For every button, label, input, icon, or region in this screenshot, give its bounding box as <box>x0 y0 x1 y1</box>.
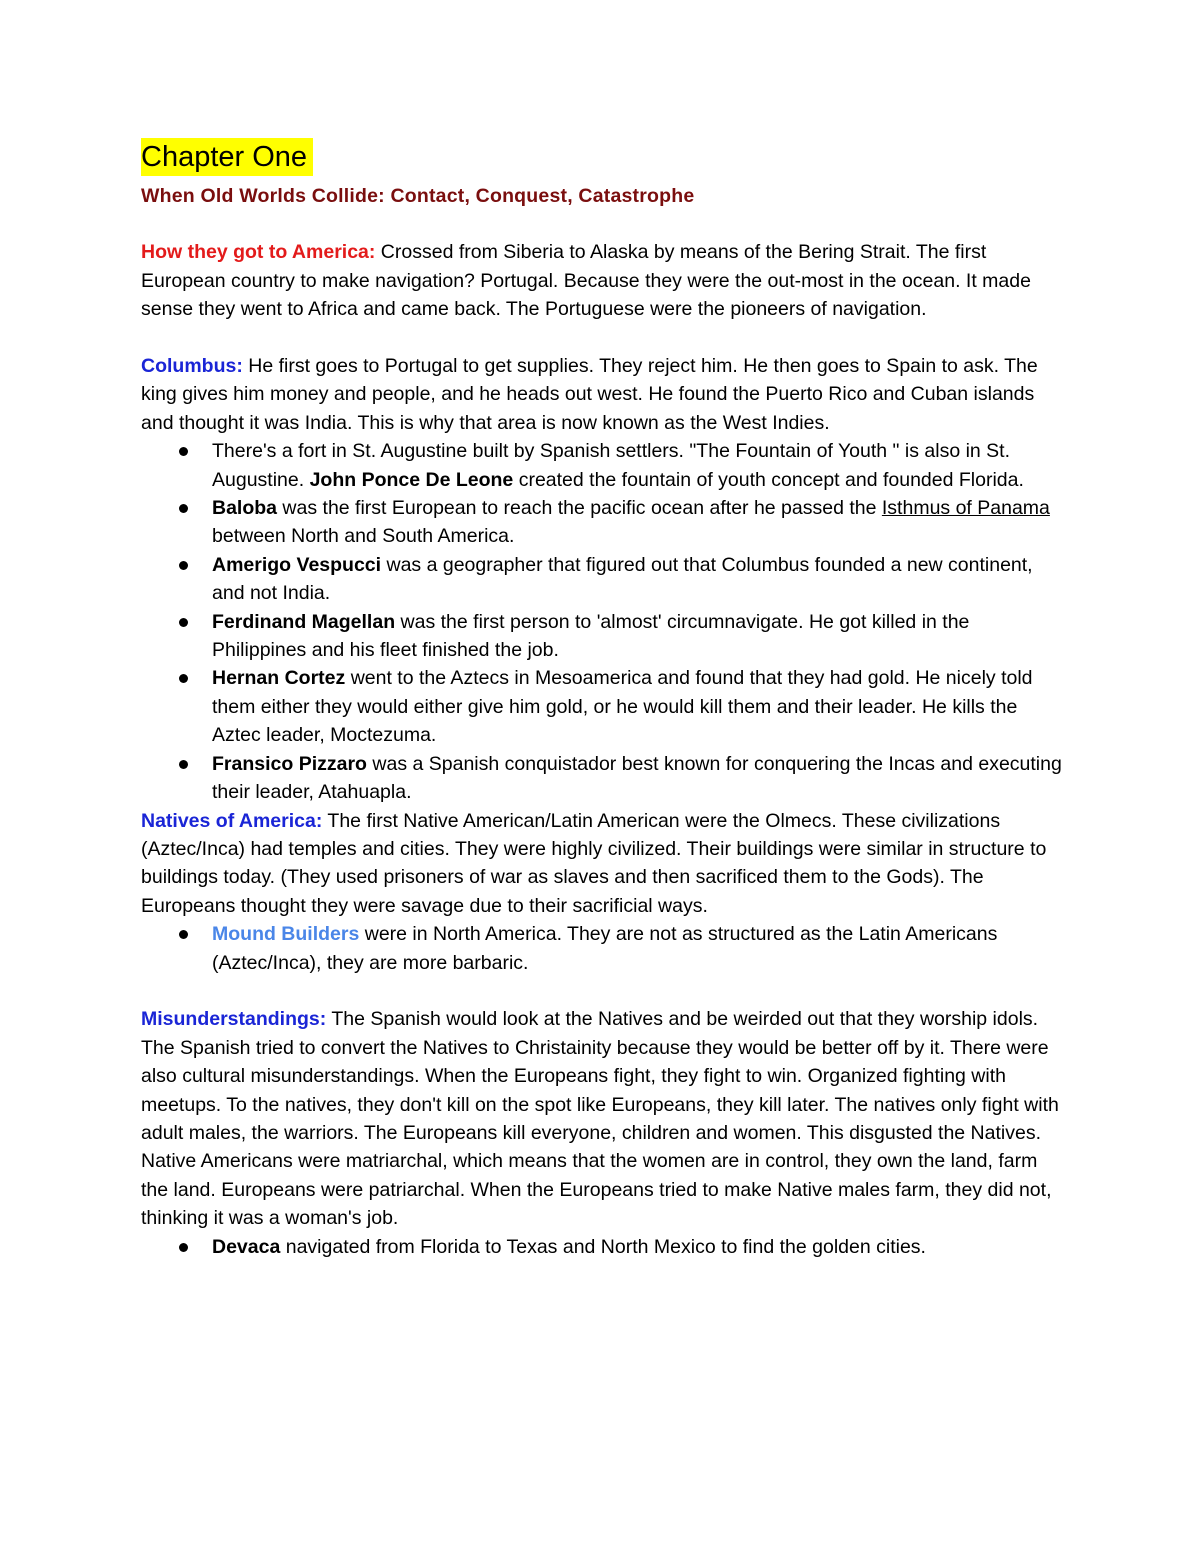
bullet-name: Ferdinand Magellan <box>212 610 396 633</box>
list-item <box>212 608 1066 665</box>
paragraph-america <box>141 238 1066 323</box>
bullet-text: went to the Aztecs in Mesoamerica and found that they had gold. He nicely told them either they would either give him gold, or he would kill them and their leader. He kills the Aztec leader, Moctezuma. <box>212 667 1033 747</box>
misunderstandings-bullet-list <box>141 1233 1066 1261</box>
text-natives: The first Native American/Latin American were the Olmecs. These civilizations (Aztec/Inca) had temples and cities. They were highly civilized. Their buildings were similar in structure to buildings today. (They used prisoners of war as slaves and then sacrificed them to the Gods). The Europeans thought they were savage due to their sacrificial ways. <box>141 809 1047 917</box>
spacer <box>141 324 1066 352</box>
paragraph-misunderstandings <box>141 1005 1066 1232</box>
text-misunderstandings: The Spanish would look at the Natives and be weirded out that they worship idols. The Spanish tried to convert the Natives to Christainity because they would be better off by it. There were also cultural misunderstandings. When the Europeans fight, they fight to win. Organized fighting with meetups. To the natives, they don't kill on the spot like Europeans, they kill later. The natives only fight with adult males, the warriors. The Europeans kill everyone, children and women. This disgusted the Natives. Native Americans were matriarchal, which means that the women are in control, they own the land, farm the land. Europeans were patriarchal. When the Europeans tried to make Native males farm, they did not, thinking it was a woman's job. <box>141 1008 1059 1230</box>
natives-bullet-list <box>141 920 1066 977</box>
list-item <box>212 494 1066 551</box>
bullet-dot-icon <box>179 447 188 456</box>
document-page <box>141 138 1066 1261</box>
bullet-name: Amerigo Vespucci <box>212 553 382 576</box>
page-subtitle: When Old Worlds Collide: Contact, Conquest, Catastrophe <box>141 185 695 207</box>
text-columbus: He first goes to Portugal to get supplies. They reject him. He then goes to Spain to ask. The king gives him money and people, and he heads out west. He found the Puerto Rico and Cuban islands and thought it was India. This is why that area is now known as the West Indies. <box>141 355 1038 434</box>
list-item <box>212 664 1066 749</box>
heading-misunderstandings: Misunderstandings: <box>141 1008 327 1031</box>
heading-natives: Natives of America: <box>141 809 323 832</box>
bullet-text: was the first European to reach the pacific ocean after he passed the <box>277 497 882 520</box>
list-item <box>212 1233 1066 1261</box>
bullet-text: between North and South America. <box>212 525 515 548</box>
bullet-name: Fransico Pizzaro <box>212 752 367 775</box>
paragraph-natives <box>141 807 1066 921</box>
bullet-name: Baloba <box>212 497 278 520</box>
bullet-dot-icon <box>179 760 188 769</box>
page-title: Chapter One <box>141 138 313 176</box>
bullet-dot-icon <box>179 561 188 570</box>
bullet-text: navigated from Florida to Texas and North Mexico to find the golden cities. <box>280 1235 926 1258</box>
bullet-dot-icon <box>179 1243 188 1252</box>
heading-columbus: Columbus: <box>141 355 243 377</box>
bullet-dot-icon <box>179 618 188 627</box>
list-item <box>212 551 1066 608</box>
bullet-name: Devaca <box>212 1235 281 1258</box>
bullet-name: Mound Builders <box>212 923 360 946</box>
columbus-bullet-list <box>141 437 1066 806</box>
list-item <box>212 750 1066 807</box>
bullet-text: created the fountain of youth concept and founded Florida. <box>513 468 1024 491</box>
spacer <box>141 210 1066 238</box>
bullet-dot-icon <box>179 674 188 683</box>
bullet-dot-icon <box>179 504 188 513</box>
bullet-dot-icon <box>179 930 188 939</box>
bullet-text: was a geographer that figured out that Columbus founded a new continent, and not India. <box>212 553 1033 605</box>
list-item <box>212 920 1066 977</box>
heading-america: How they got to America: <box>141 241 376 264</box>
paragraph-columbus <box>141 352 1066 437</box>
spacer <box>141 977 1066 1005</box>
underlined-term: Isthmus of Panama <box>881 497 1050 520</box>
bullet-text: was the first person to 'almost' circumnavigate. He got killed in the Philippines and his fleet finished the job. <box>212 610 970 662</box>
bullet-text: There's a fort in St. Augustine built by Spanish settlers. "The Fountain of Youth " is also in St. Augustine. <box>212 440 1011 491</box>
list-item <box>212 437 1066 494</box>
bullet-text: was a Spanish conquistador best known for conquering the Incas and executing their leader, Atahuapla. <box>212 752 1062 804</box>
bullet-text: were in North America. They are not as structured as the Latin Americans (Aztec/Inca), they are more barbaric. <box>212 923 998 974</box>
text-america: Crossed from Siberia to Alaska by means of the Bering Strait. The first European country to make navigation? Portugal. Because they were the out-most in the ocean. It made sense they went to Africa and came back. The Portuguese were the pioneers of navigation. <box>141 241 1031 321</box>
bullet-name: John Ponce De Leone <box>309 468 514 491</box>
bullet-name: Hernan Cortez <box>212 667 346 690</box>
